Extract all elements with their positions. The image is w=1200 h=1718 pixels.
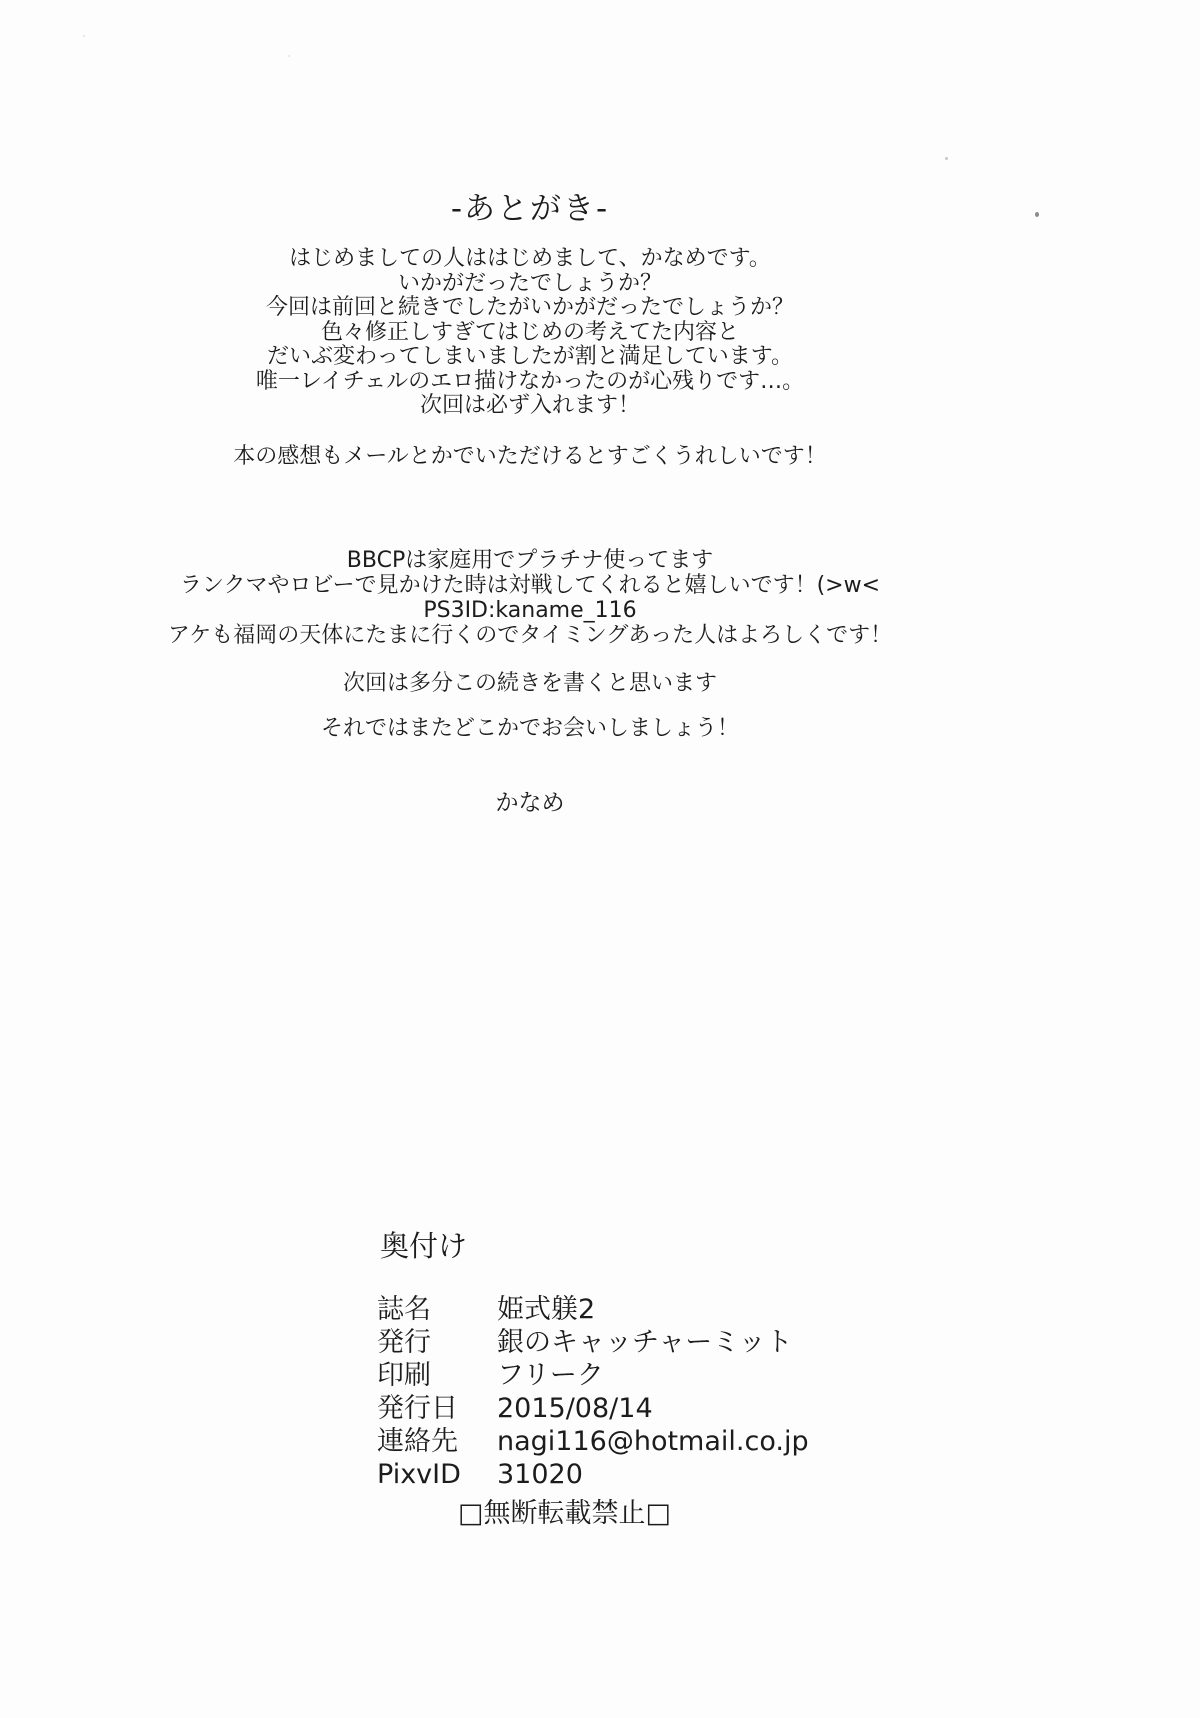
scan-artifact-dot — [288, 55, 290, 57]
scan-artifact-dot — [1035, 212, 1039, 217]
afterword-line: 本の感想もメールとかでいただけるとすごくうれしいです！ — [233, 444, 827, 469]
afterword-line: だいぶ変わってしまいましたが割と満足しています。 — [266, 344, 794, 369]
author-signature: かなめ — [495, 790, 565, 816]
colophon-heading: 奥付け — [380, 1229, 468, 1263]
colophon-value-pixiv-id: 31020 — [497, 1459, 583, 1490]
afterword-paragraph-4: 次回は多分この続きを書くと思います — [342, 671, 717, 696]
colophon-row-printer — [377, 1359, 809, 1392]
afterword-line: いかがだったでしょうか？ — [397, 270, 662, 296]
colophon-value-book-title: 姫式躾2 — [497, 1294, 596, 1325]
afterword-paragraph-1 — [0, 247, 1060, 419]
afterword-line-ps3id: PS3ID:kaname_116 — [423, 598, 637, 623]
colophon-label: 連絡先 — [377, 1426, 458, 1457]
colophon-value-printer: フリーク — [497, 1360, 604, 1391]
afterword-line: 唯一レイチェルのエロ描けなかったのが心残りです…。 — [255, 368, 805, 394]
afterword-paragraph-2 — [0, 444, 1060, 469]
afterword-line: ランクマやロビーで見かけた時は対戦してくれると嬉しいです！(>w< — [179, 573, 881, 598]
afterword-line: 色々修正しすぎてはじめの考えてた内容と — [320, 319, 739, 345]
scan-artifact-dot — [83, 35, 85, 37]
scan-artifact-dot — [945, 157, 948, 160]
colophon-row-publish-date — [377, 1392, 809, 1425]
afterword-line: アケも福岡の天体にたまに行くのでタイミングあった人はよろしくです！ — [167, 623, 893, 648]
afterword-paragraph-3 — [0, 548, 1060, 648]
colophon-row-publisher — [377, 1326, 809, 1359]
colophon-label: 誌名 — [377, 1294, 431, 1325]
colophon-row-contact — [377, 1425, 809, 1458]
colophon-row-pixiv-id — [377, 1458, 809, 1491]
no-reproduction-notice: □無断転載禁止□ — [458, 1498, 672, 1529]
afterword-paragraph-5: それではまたどこかでお会いしましょう！ — [320, 716, 739, 741]
afterword-line: はじめましての人ははじめまして、かなめです。 — [289, 246, 771, 271]
afterword-line: BBCPは家庭用でプラチナ使ってます — [346, 548, 714, 573]
colophon-label: 発行日 — [377, 1393, 458, 1424]
afterword-title: -あとがき- — [450, 191, 610, 227]
colophon-value-publish-date: 2015/08/14 — [497, 1393, 653, 1424]
colophon-value-publisher: 銀のキャッチャーミット — [497, 1327, 793, 1358]
afterword-line: 次回は必ず入れます！ — [419, 393, 640, 418]
afterword-line: 今回は前回と続きでしたがいかがだったでしょうか？ — [265, 295, 794, 320]
colophon-label: PixvID — [377, 1459, 461, 1490]
colophon-label: 印刷 — [377, 1360, 431, 1391]
colophon-table — [377, 1293, 809, 1491]
colophon-value-contact-email: nagi116@hotmail.co.jp — [497, 1426, 809, 1457]
colophon-label: 発行 — [377, 1327, 431, 1358]
colophon-row-title — [377, 1293, 809, 1326]
